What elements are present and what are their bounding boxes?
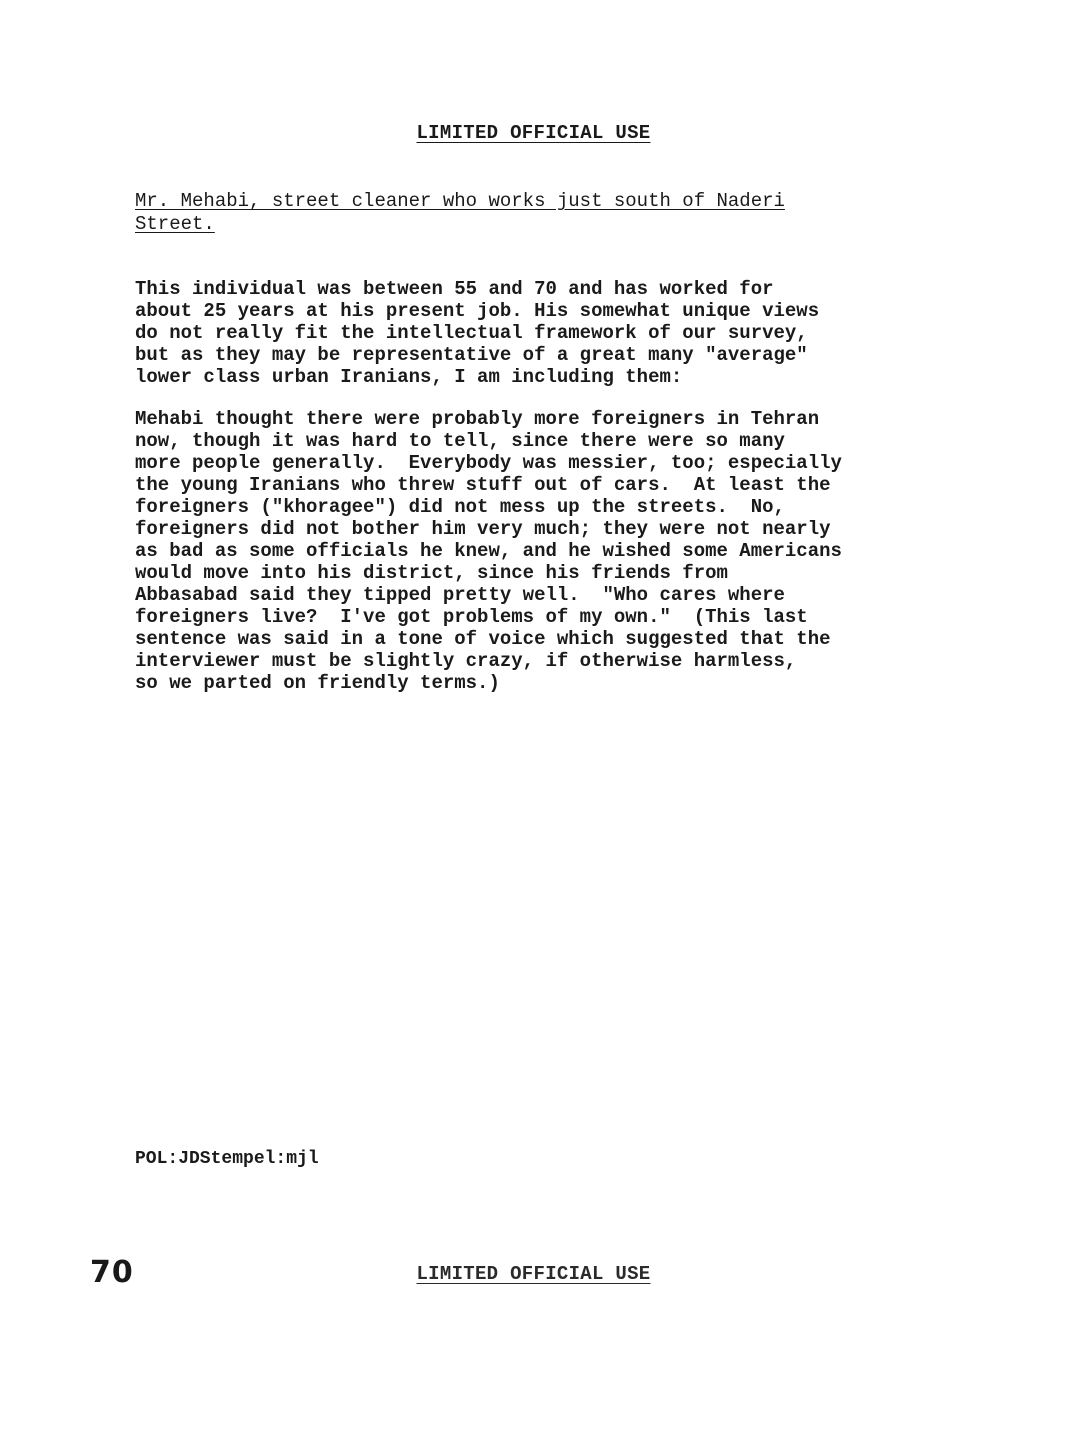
drafter-reference: POL:JDStempel:mjl	[135, 1149, 319, 1169]
classification-footer: LIMITED OFFICIAL USE	[416, 1263, 651, 1285]
body-paragraph-interview: Mehabi thought there were probably more foreigners in Tehran now, though it was hard to tell, since there were so many more people generally. Everybody was messier, too; especially the young Iranians who threw stuff out of cars. At least the foreigners ("khoragee") did not mess up the streets. No, foreigners did not bother him very much; they were not nearly as bad as some officials he knew, and he wished some Americans would move into his district, since his friends from Abbasabad said they tipped pretty well. "Who cares where foreigners live? I've got problems of my own." (This last sentence was said in a tone of voice which suggested that the interviewer must be slightly crazy, if otherwise harmless, so we parted on friendly terms.)	[135, 408, 842, 694]
page-number: 70	[90, 1255, 134, 1290]
classification-header: LIMITED OFFICIAL USE	[416, 122, 651, 144]
body-paragraph-intro: This individual was between 55 and 70 and has worked for about 25 years at his present job. His somewhat unique views do not really fit the intellectual framework of our survey, but as they may be representative of a great many "average" lower class urban Iranians, I am including them:	[135, 278, 820, 388]
subject-line: Mr. Mehabi, street cleaner who works just south of Naderi Street.	[135, 190, 785, 235]
